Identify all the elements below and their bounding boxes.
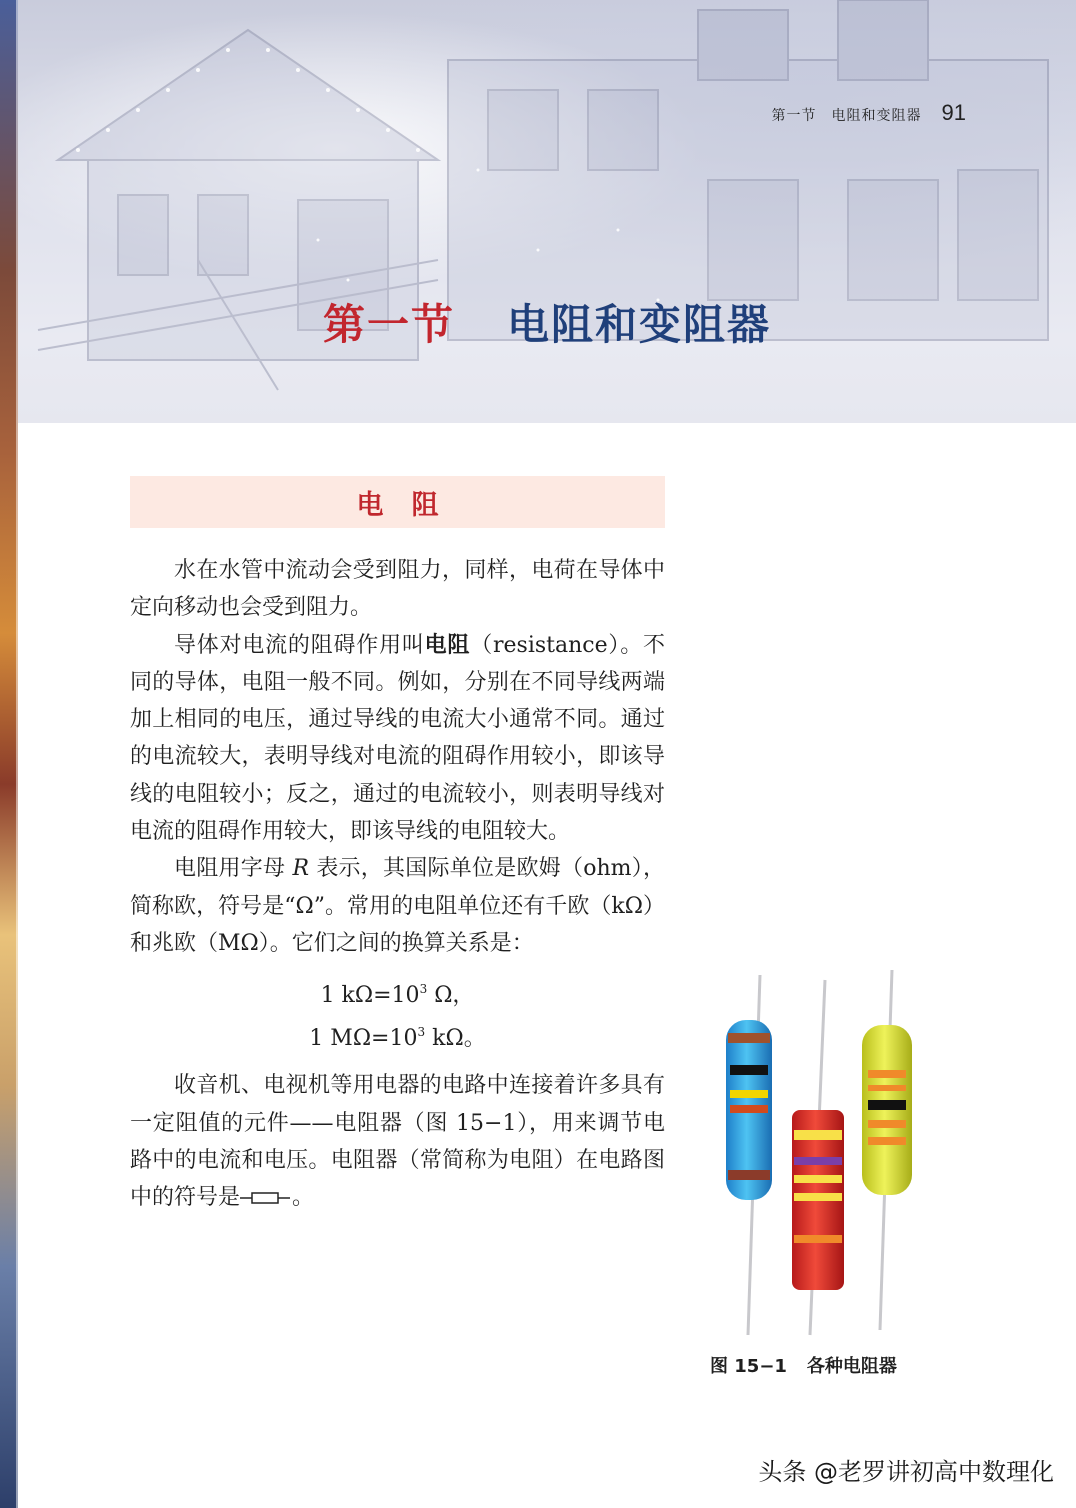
figure-caption [710,1352,897,1378]
formula-kilo-ohm [130,971,665,1014]
paragraph-2-post: （resistance）。不同的导体，电阻一般不同。例如，分别在不同导线两端加上相同的电压，通过导线的电流大小通常不同。通过的电流较大，表明导线对电流的阻碍作用较小，即该导线的电阻较小；反之，通过的电流较小，则表明导线对电流的阻碍作用较大，即该导线的电阻较大。 [130,632,665,845]
running-head [772,100,966,126]
section-heading [130,476,665,528]
term-resistance: 电阻 [424,632,471,658]
figure-number: 图 15−1 [710,1356,787,1377]
chapter-name: 电阻和变阻器 [507,300,772,349]
house-photo-illustration [18,0,1076,423]
resistor-yellow [862,1025,912,1195]
paragraph-3 [130,850,665,962]
left-decorative-strip [0,0,18,1508]
paragraph-2 [130,627,665,851]
formula-1-left: 1 kΩ=10 [320,983,420,1009]
watermark: 头条 @老罗讲初高中数理化 [758,1458,1054,1486]
paragraph-2-pre: 导体对电流的阻碍作用叫 [174,632,425,658]
paragraph-4-pre: 收音机、电视机等用电器的电路中连接着许多具有一定阻值的元件——电阻器（图 15−1），用来调节电路中的电流和电压。电阻器（常简称为电阻）在电路图中的符号是 [130,1073,665,1211]
resistor-symbol-icon [240,1190,292,1206]
chapter-banner [18,0,1076,423]
figure-caption-text: 各种电阻器 [806,1356,897,1377]
paragraph-4 [130,1067,665,1216]
resistor-red [792,1110,844,1290]
paragraph-3-post: 表示，其国际单位是欧姆（ohm），简称欧，符号是“Ω”。常用的电阻单位还有千欧（kΩ）和兆欧（MΩ）。它们之间的换算关系是： [130,856,666,956]
formula-mega-ohm [130,1014,665,1057]
resistor-blue [726,1020,772,1200]
section-heading-text: 电阻 [356,489,467,521]
formula-1-right: Ω， [427,983,475,1009]
resistors-figure [700,965,940,1345]
paragraph-1: 水在水管中流动会受到阻力，同样，电荷在导体中定向移动也会受到阻力。 [130,558,665,621]
running-head-section: 第一节 电阻和变阻器 [771,108,922,124]
paragraph-4-post: 。 [292,1185,315,1211]
formula-2-right: kΩ。 [425,1026,486,1052]
formula-2-exponent: 3 [417,1025,426,1040]
body-text [130,552,665,1216]
formula-2-left: 1 MΩ=10 [309,1026,418,1052]
chapter-number: 第一节 [322,300,455,349]
symbol-r: R [292,856,310,882]
paragraph-3-pre: 电阻用字母 [174,856,286,882]
formula-1-exponent: 3 [419,982,428,997]
chapter-title [18,292,1076,352]
formula-block [130,971,665,1057]
page-number: 91 [941,100,966,125]
